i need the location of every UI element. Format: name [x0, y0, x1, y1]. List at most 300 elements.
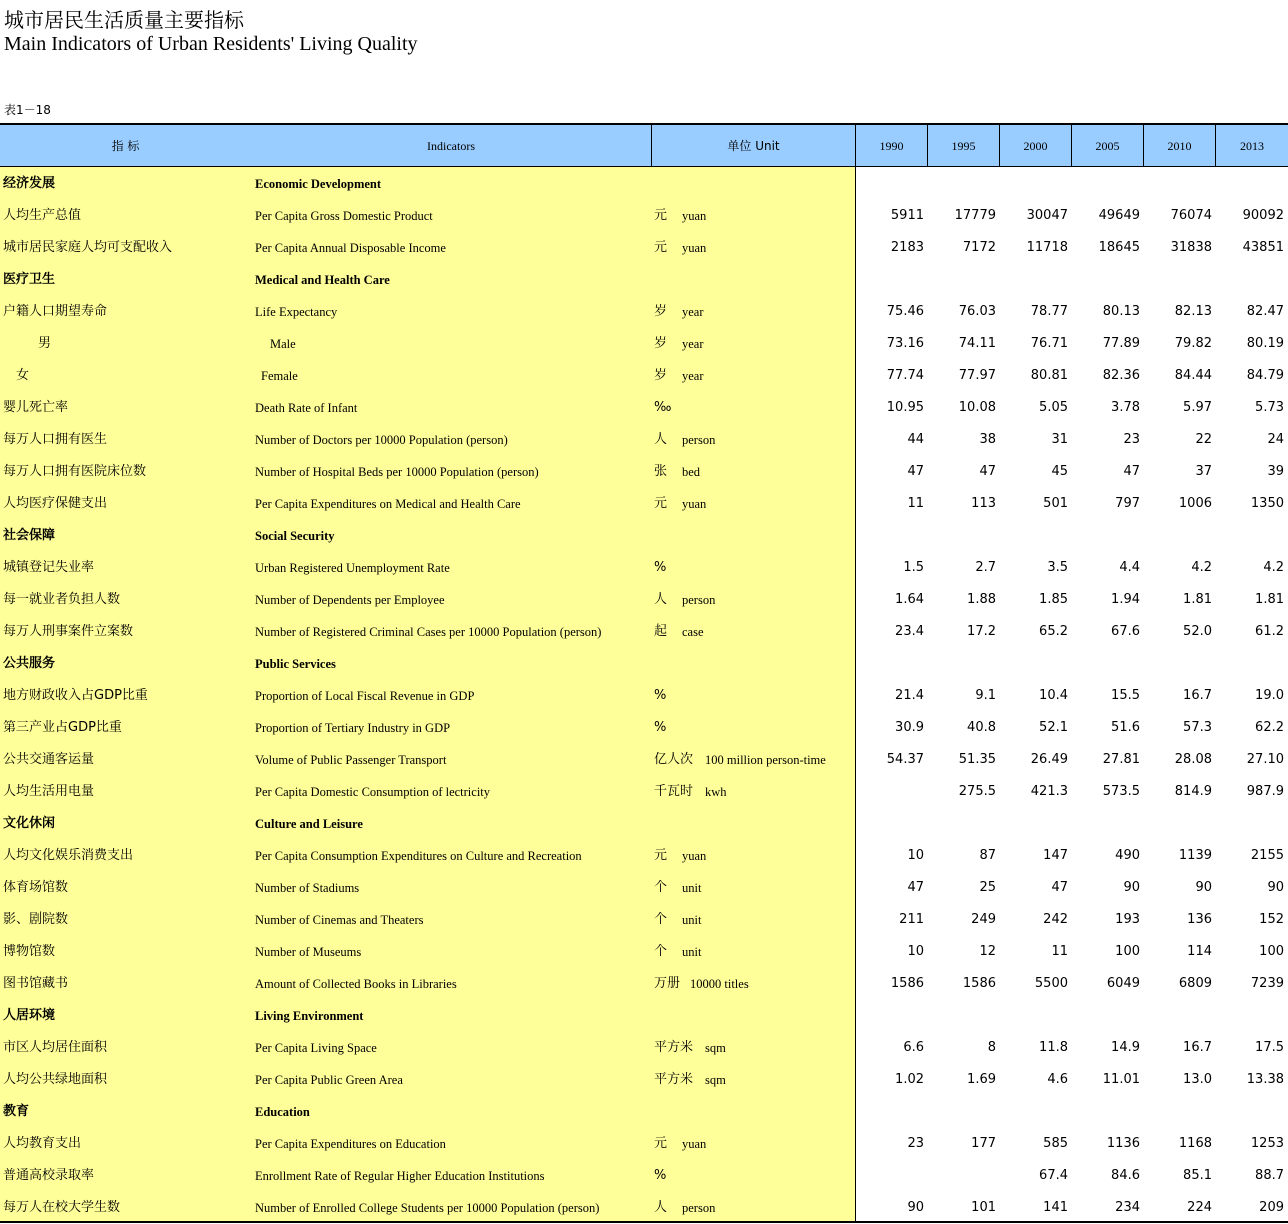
indicator-name-en: Economic Development: [255, 177, 382, 191]
unit-en: year: [682, 305, 704, 319]
value-cell: 67.6: [1111, 624, 1140, 639]
value-cell: 77.97: [958, 368, 996, 383]
value-cell: 23: [907, 1136, 924, 1151]
value-cell: 67.4: [1039, 1168, 1068, 1183]
value-cell: 242: [1043, 912, 1068, 927]
indicator-name-en: Per Capita Expenditures on Education: [255, 1137, 446, 1151]
value-cell: 211: [899, 912, 924, 927]
unit-cn: %: [654, 560, 667, 575]
unit-cn: 亿人次: [654, 752, 694, 767]
indicator-name-en: Culture and Leisure: [255, 817, 363, 831]
value-cell: 82.13: [1174, 304, 1212, 319]
unit-en: 100 million person-time: [705, 753, 826, 767]
indicator-name-en: Per Capita Consumption Expenditures on Culture and Recreation: [255, 849, 582, 863]
value-cell: 1006: [1178, 496, 1212, 511]
value-cell: 3.5: [1047, 560, 1068, 575]
value-cell: 10: [907, 944, 924, 959]
value-cell: 6049: [1106, 976, 1140, 991]
value-cell: 45: [1051, 464, 1068, 479]
value-cell: [864, 776, 924, 808]
indicator-name-cn: 人居环境: [3, 1008, 56, 1023]
unit-cn: 岁: [654, 368, 668, 383]
table-row: [0, 968, 1288, 1000]
value-cell: 814.9: [1174, 784, 1212, 799]
value-cell: 1.81: [1255, 592, 1284, 607]
value-cell: 136: [1187, 912, 1212, 927]
unit-cn: 元: [654, 496, 668, 511]
category-row: [0, 1000, 1288, 1032]
value-cell: 21.4: [895, 688, 924, 703]
table-row: [0, 1160, 1288, 1192]
header-unit: 单位 Unit: [652, 125, 856, 167]
value-cell: 421.3: [1030, 784, 1068, 799]
indicator-name-en: Medical and Health Care: [255, 273, 390, 287]
value-cell: 100: [1115, 944, 1140, 959]
value-cell: 40.8: [967, 720, 996, 735]
category-row: [0, 168, 1288, 200]
value-cell: 101: [971, 1200, 996, 1215]
unit-cn: 元: [654, 1136, 668, 1151]
page-title-chinese: 城市居民生活质量主要指标: [4, 8, 244, 32]
value-cell: 73.16: [886, 336, 924, 351]
unit-en: person: [682, 1201, 716, 1215]
value-cell: 113: [971, 496, 996, 511]
unit-cn: 人: [654, 432, 668, 447]
table-row: [0, 456, 1288, 488]
unit-cn: 元: [654, 848, 668, 863]
value-cell: 224: [1187, 1200, 1212, 1215]
indicator-name-en: Number of Registered Criminal Cases per 10000 Population (person): [255, 625, 602, 639]
value-cell: 44: [907, 432, 924, 447]
unit-en: yuan: [682, 1137, 707, 1151]
indicator-name-cn: 男: [38, 336, 52, 351]
value-cell: 17779: [954, 208, 996, 223]
indicator-name-cn: 人均生产总值: [3, 208, 82, 223]
header-indicator-en: Indicators: [251, 125, 652, 167]
value-cell: 22: [1195, 432, 1212, 447]
unit-cn: 元: [654, 208, 668, 223]
indicator-name-cn: 体育场馆数: [3, 880, 69, 895]
indicator-name-cn: 经济发展: [3, 176, 56, 191]
indicator-name-en: Number of Stadiums: [255, 881, 360, 895]
value-cell: 17.5: [1255, 1040, 1284, 1055]
value-cell: 5.97: [1183, 400, 1212, 415]
value-cell: 13.38: [1246, 1072, 1284, 1087]
table-row: [0, 488, 1288, 520]
value-cell: 16.7: [1183, 688, 1212, 703]
indicator-name-en: Enrollment Rate of Regular Higher Education Institutions: [255, 1169, 545, 1183]
header-year: 1990: [856, 125, 928, 167]
value-cell: 85.1: [1183, 1168, 1212, 1183]
indicator-name-cn: 城市居民家庭人均可支配收入: [3, 240, 173, 255]
value-cell: 2.7: [975, 560, 996, 575]
value-cell: 1139: [1178, 848, 1212, 863]
value-cell: 1.94: [1111, 592, 1140, 607]
table-row: [0, 296, 1288, 328]
value-cell: 14.9: [1111, 1040, 1140, 1055]
table-row: [0, 360, 1288, 392]
indicator-name-cn: 影、剧院数: [3, 912, 69, 927]
table-row: [0, 840, 1288, 872]
value-cell: 30047: [1026, 208, 1068, 223]
table-row: [0, 1064, 1288, 1096]
value-cell: 9.1: [975, 688, 996, 703]
value-cell: 10.95: [886, 400, 924, 415]
table-row: [0, 1128, 1288, 1160]
table-row: [0, 744, 1288, 776]
indicator-name-en: Number of Hospital Beds per 10000 Population (person): [255, 465, 539, 479]
value-cell: 39: [1267, 464, 1284, 479]
value-cell: 209: [1259, 1200, 1284, 1215]
indicator-name-en: Per Capita Public Green Area: [255, 1073, 403, 1087]
unit-en: yuan: [682, 241, 707, 255]
value-cell: 27.81: [1102, 752, 1140, 767]
value-cell: 490: [1115, 848, 1140, 863]
unit-cn: 起: [654, 624, 668, 639]
category-row: [0, 808, 1288, 840]
table-row: [0, 712, 1288, 744]
table-header: [0, 123, 1288, 167]
value-cell: 77.74: [886, 368, 924, 383]
unit-cn: %: [654, 688, 667, 703]
value-cell: 987.9: [1246, 784, 1284, 799]
value-cell: 7172: [962, 240, 996, 255]
value-cell: 5.73: [1255, 400, 1284, 415]
value-cell: 80.13: [1102, 304, 1140, 319]
value-cell: 51.35: [958, 752, 996, 767]
unit-en: yuan: [682, 497, 707, 511]
indicator-name-en: Death Rate of Infant: [255, 401, 358, 415]
value-cell: 1.69: [967, 1072, 996, 1087]
value-cell: 84.44: [1174, 368, 1212, 383]
value-cell: 10.08: [958, 400, 996, 415]
value-cell: 147: [1043, 848, 1068, 863]
unit-cn: 千瓦时: [654, 784, 694, 799]
unit-en: person: [682, 433, 716, 447]
value-cell: 16.7: [1183, 1040, 1212, 1055]
unit-en: person: [682, 593, 716, 607]
value-cell: 141: [1043, 1200, 1068, 1215]
value-cell: 74.11: [958, 336, 996, 351]
table-bottom-border: [0, 1221, 1288, 1223]
indicator-name-en: Amount of Collected Books in Libraries: [255, 977, 457, 991]
value-cell: 177: [971, 1136, 996, 1151]
table-row: [0, 328, 1288, 360]
unit-cn: 个: [654, 944, 668, 959]
unit-en: sqm: [705, 1041, 726, 1055]
unit-cn: 岁: [654, 304, 668, 319]
value-cell: 90092: [1242, 208, 1284, 223]
value-cell: 1.88: [967, 592, 996, 607]
value-cell: 6809: [1178, 976, 1212, 991]
table-row: [0, 584, 1288, 616]
indicator-name-cn: 城镇登记失业率: [3, 560, 95, 575]
unit-cn: 元: [654, 240, 668, 255]
value-cell: 1586: [962, 976, 996, 991]
value-cell: 52.1: [1039, 720, 1068, 735]
value-cell: 52.0: [1183, 624, 1212, 639]
value-cell: 234: [1115, 1200, 1140, 1215]
value-cell: 585: [1043, 1136, 1068, 1151]
category-row: [0, 520, 1288, 552]
value-cell: 37: [1195, 464, 1212, 479]
value-cell: 10: [907, 848, 924, 863]
indicator-name-cn: 博物馆数: [3, 944, 56, 959]
value-cell: [864, 1160, 924, 1192]
value-cell: 47: [1051, 880, 1068, 895]
header-year: 2013: [1240, 139, 1264, 153]
indicator-name-en: Number of Enrolled College Students per 10000 Population (person): [255, 1201, 600, 1215]
value-cell: 61.2: [1255, 624, 1284, 639]
indicator-name-en: Proportion of Tertiary Industry in GDP: [255, 721, 451, 735]
indicator-name-en: Per Capita Annual Disposable Income: [255, 241, 446, 255]
indicator-name-cn: 市区人均居住面积: [3, 1040, 108, 1055]
value-cell: 17.2: [967, 624, 996, 639]
indicator-name-cn: 公共交通客运量: [3, 752, 95, 767]
unit-cn: 平方米: [654, 1072, 694, 1087]
value-cell: 4.4: [1119, 560, 1140, 575]
indicator-name-cn: 人均教育支出: [3, 1136, 82, 1151]
value-cell: 57.3: [1183, 720, 1212, 735]
indicator-name-cn: 社会保障: [3, 528, 56, 543]
value-cell: 76.03: [958, 304, 996, 319]
unit-cn: ‰: [654, 400, 672, 415]
value-cell: 11718: [1026, 240, 1068, 255]
value-cell: 47: [979, 464, 996, 479]
value-cell: 1.5: [903, 560, 924, 575]
value-cell: 62.2: [1255, 720, 1284, 735]
value-cell: 47: [907, 464, 924, 479]
unit-cn: 个: [654, 912, 668, 927]
value-cell: 1.81: [1183, 592, 1212, 607]
value-cell: 76.71: [1030, 336, 1068, 351]
unit-en: sqm: [705, 1073, 726, 1087]
indicator-name-cn: 人均生活用电量: [3, 784, 95, 799]
unit-cn: %: [654, 720, 667, 735]
table-number: 表1－18: [4, 103, 51, 117]
indicator-name-en: Per Capita Expenditures on Medical and Health Care: [255, 497, 521, 511]
value-cell: 114: [1187, 944, 1212, 959]
unit-cn: 人: [654, 592, 668, 607]
value-cell: 5.05: [1039, 400, 1068, 415]
unit-en: kwh: [705, 785, 727, 799]
indicator-name-en: Proportion of Local Fiscal Revenue in GDP: [255, 689, 475, 703]
unit-cn: 平方米: [654, 1040, 694, 1055]
header-indicator-cn: 指 标: [111, 139, 140, 153]
value-cell: 49649: [1098, 208, 1140, 223]
value-cell: 4.6: [1047, 1072, 1068, 1087]
value-cell: 18645: [1098, 240, 1140, 255]
value-cell: 80.19: [1246, 336, 1284, 351]
value-cell: 1253: [1250, 1136, 1284, 1151]
unit-en: year: [682, 369, 704, 383]
value-cell: 31838: [1170, 240, 1212, 255]
indicator-name-cn: 第三产业占GDP比重: [3, 720, 122, 735]
value-cell: 43851: [1242, 240, 1284, 255]
table-row: [0, 904, 1288, 936]
value-cell: 47: [907, 880, 924, 895]
indicator-name-cn: 医疗卫生: [3, 272, 56, 287]
indicator-name-en: Urban Registered Unemployment Rate: [255, 561, 450, 575]
indicator-name-en: Life Expectancy: [255, 305, 338, 319]
indicator-name-en: Social Security: [255, 529, 335, 543]
unit-en: yuan: [682, 209, 707, 223]
value-cell: 2183: [890, 240, 924, 255]
indicator-name-cn: 女: [16, 368, 30, 383]
header-year: 2000: [1000, 125, 1072, 167]
value-cell: 6.6: [903, 1040, 924, 1055]
category-row: [0, 1096, 1288, 1128]
value-cell: 25: [979, 880, 996, 895]
indicator-name-cn: 户籍人口期望寿命: [3, 304, 108, 319]
table-row: [0, 680, 1288, 712]
indicator-name-en: Number of Dependents per Employee: [255, 593, 445, 607]
table-row: [0, 616, 1288, 648]
indicator-name-en: Public Services: [255, 657, 336, 671]
unit-cn: 岁: [654, 336, 668, 351]
value-cell: 23.4: [895, 624, 924, 639]
value-cell: 77.89: [1102, 336, 1140, 351]
value-cell: 7239: [1250, 976, 1284, 991]
table-row: [0, 936, 1288, 968]
table-row: [0, 200, 1288, 232]
indicator-name-en: Female: [261, 369, 298, 383]
unit-en: yuan: [682, 849, 707, 863]
indicator-name-cn: 每万人刑事案件立案数: [3, 624, 134, 639]
value-cell: 76074: [1170, 208, 1212, 223]
table-row: [0, 1032, 1288, 1064]
value-cell: 84.6: [1111, 1168, 1140, 1183]
table-row: [0, 424, 1288, 456]
indicator-name-cn: 教育: [3, 1104, 30, 1119]
value-cell: 90: [1267, 880, 1284, 895]
header-year: 2010: [1144, 125, 1216, 167]
value-cell: 24: [1267, 432, 1284, 447]
unit-cn: 人: [654, 1200, 668, 1215]
table-row: [0, 392, 1288, 424]
value-cell: 82.47: [1246, 304, 1284, 319]
value-cell: 1.02: [895, 1072, 924, 1087]
value-cell: 1168: [1178, 1136, 1212, 1151]
value-cell: 11.01: [1102, 1072, 1140, 1087]
value-cell: 88.7: [1255, 1168, 1284, 1183]
value-cell: 82.36: [1102, 368, 1140, 383]
value-cell: 501: [1043, 496, 1068, 511]
value-cell: 75.46: [886, 304, 924, 319]
value-cell: 47: [1123, 464, 1140, 479]
indicator-name-cn: 人均文化娱乐消费支出: [3, 848, 134, 863]
value-cell: 1136: [1106, 1136, 1140, 1151]
header-year: 1995: [928, 125, 1000, 167]
value-cell: 19.0: [1255, 688, 1284, 703]
unit-en: unit: [682, 913, 702, 927]
indicator-name-en: Education: [255, 1105, 310, 1119]
value-cell: 8: [987, 1040, 996, 1055]
indicator-name-en: Number of Doctors per 10000 Population (person): [255, 433, 508, 447]
indicator-name-cn: 图书馆藏书: [3, 976, 69, 991]
unit-en: year: [682, 337, 704, 351]
indicator-name-cn: 每万人在校大学生数: [3, 1200, 121, 1215]
unit-en: unit: [682, 881, 702, 895]
value-cell: 4.2: [1191, 560, 1212, 575]
value-cell: 28.08: [1174, 752, 1212, 767]
value-cell: 12: [979, 944, 996, 959]
value-cell: 11: [907, 496, 924, 511]
value-cell: 11.8: [1039, 1040, 1068, 1055]
table-row: [0, 872, 1288, 904]
unit-cn: 张: [654, 464, 668, 479]
value-cell: 30.9: [895, 720, 924, 735]
value-cell: 1350: [1250, 496, 1284, 511]
value-cell: 27.10: [1246, 752, 1284, 767]
indicator-name-cn: 公共服务: [3, 656, 56, 671]
indicator-name-en: Per Capita Living Space: [255, 1041, 377, 1055]
value-cell: 249: [971, 912, 996, 927]
value-cell: 15.5: [1111, 688, 1140, 703]
value-cell: 100: [1259, 944, 1284, 959]
value-cell: 3.78: [1111, 400, 1140, 415]
value-cell: 79.82: [1174, 336, 1212, 351]
value-cell: 78.77: [1030, 304, 1068, 319]
value-cell: 65.2: [1039, 624, 1068, 639]
unit-cn: %: [654, 1168, 667, 1183]
value-cell: 23: [1123, 432, 1140, 447]
value-cell: 573.5: [1102, 784, 1140, 799]
value-cell: 152: [1259, 912, 1284, 927]
indicator-name-cn: 地方财政收入占GDP比重: [3, 688, 148, 703]
indicator-name-cn: 每万人口拥有医院床位数: [3, 464, 147, 479]
indicator-name-en: Male: [270, 337, 296, 351]
unit-cn: 个: [654, 880, 668, 895]
category-row: [0, 264, 1288, 296]
value-cell: 90: [1195, 880, 1212, 895]
indicator-name-en: Number of Museums: [255, 945, 362, 959]
indicator-name-en: Volume of Public Passenger Transport: [255, 753, 447, 767]
value-cell: 5911: [890, 208, 924, 223]
value-cell: 13.0: [1183, 1072, 1212, 1087]
value-cell: 4.2: [1263, 560, 1284, 575]
unit-cn: 万册: [654, 976, 681, 991]
value-cell: 2155: [1250, 848, 1284, 863]
value-cell: 1.85: [1039, 592, 1068, 607]
value-cell: 797: [1115, 496, 1140, 511]
table-row: [0, 552, 1288, 584]
table-row: [0, 232, 1288, 264]
indicator-name-cn: 普通高校录取率: [3, 1168, 95, 1183]
indicator-name-cn: 婴儿死亡率: [3, 400, 69, 415]
indicator-name-en: Per Capita Gross Domestic Product: [255, 209, 433, 223]
table-row: [0, 776, 1288, 808]
indicator-name-cn: 每万人口拥有医生: [3, 432, 108, 447]
header-year: 2005: [1072, 125, 1144, 167]
value-cell: 5500: [1034, 976, 1068, 991]
value-cell: 80.81: [1030, 368, 1068, 383]
indicator-name-en: Living Environment: [255, 1009, 364, 1023]
value-cell: 11: [1051, 944, 1068, 959]
value-cell: 54.37: [886, 752, 924, 767]
value-cell: 84.79: [1246, 368, 1284, 383]
indicator-name-cn: 每一就业者负担人数: [3, 592, 121, 607]
value-cell: 51.6: [1111, 720, 1140, 735]
indicator-name-cn: 文化休闲: [3, 816, 56, 831]
page-title-english: Main Indicators of Urban Residents' Living Quality: [4, 33, 418, 55]
value-cell: 87: [979, 848, 996, 863]
indicator-name-cn: 人均医疗保健支出: [3, 496, 108, 511]
value-cell: 10.4: [1039, 688, 1068, 703]
value-cell: 38: [979, 432, 996, 447]
value-cell: 1586: [890, 976, 924, 991]
indicator-name-en: Number of Cinemas and Theaters: [255, 913, 424, 927]
